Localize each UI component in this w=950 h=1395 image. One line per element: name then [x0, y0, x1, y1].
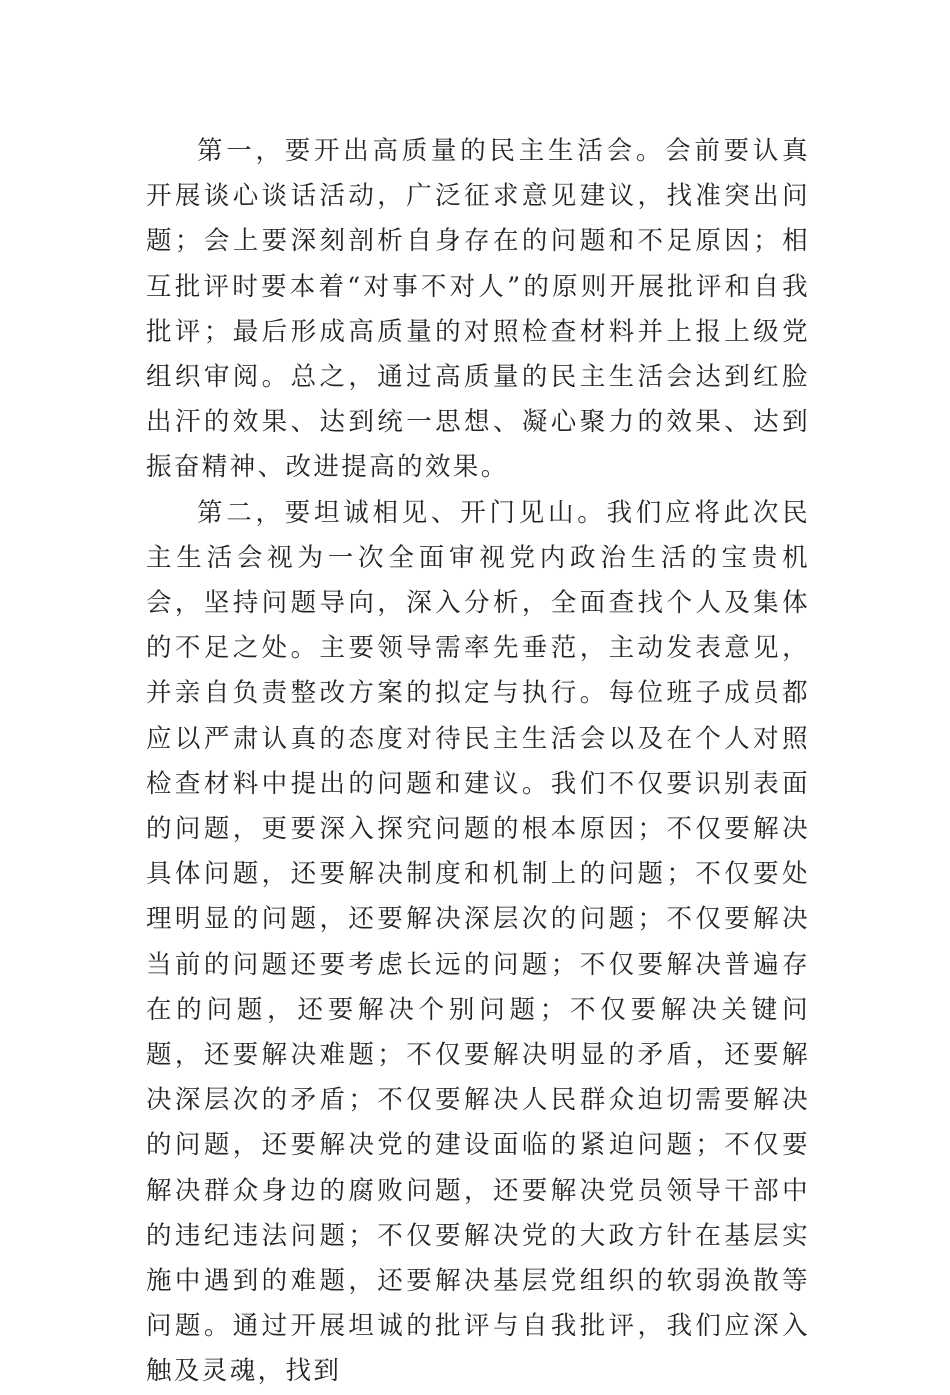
paragraph-first-requirement: 第一，要开出高质量的民主生活会。会前要认真开展谈心谈话活动，广泛征求意见建议，找准突出问题；会上要深刻剖析自身存在的问题和不足原因；相互批评时要本着“对事不对人”的原则开展批评和自我批评；最后形成高质量的对照检查材料并上报上级党组织审阅。总之，通过高质量的民主生活会达到红脸出汗的效果、达到统一思想、凝心聚力的效果、达到振奋精神、改进提高的效果。	[146, 136, 810, 483]
document-body	[146, 129, 810, 1395]
paragraph-second-requirement: 第二，要坦诚相见、开门见山。我们应将此次民主生活会视为一次全面审视党内政治生活的宝贵机会，坚持问题导向，深入分析，全面查找个人及集体的不足之处。主要领导需率先垂范，主动发表意见，并亲自负责整改方案的拟定与执行。每位班子成员都应以严肃认真的态度对待民主生活会以及在个人对照检查材料中提出的问题和建议。我们不仅要识别表面的问题，更要深入探究问题的根本原因；不仅要解决具体问题，还要解决制度和机制上的问题；不仅要处理明显的问题，还要解决深层次的问题；不仅要解决当前的问题还要考虑长远的问题；不仅要解决普遍存在的问题，还要解决个别问题；不仅要解决关键问题，还要解决难题；不仅要解决明显的矛盾，还要解决深层次的矛盾；不仅要解决人民群众迫切需要解决的问题，还要解决党的建设面临的紧迫问题；不仅要解决群众身边的腐败问题，还要解决党员领导干部中的违纪违法问题；不仅要解决党的大政方针在基层实施中遇到的难题，还要解决基层党组织的软弱涣散等问题。通过开展坦诚的批评与自我批评，我们应深入触及灵魂，找到	[146, 497, 810, 1387]
